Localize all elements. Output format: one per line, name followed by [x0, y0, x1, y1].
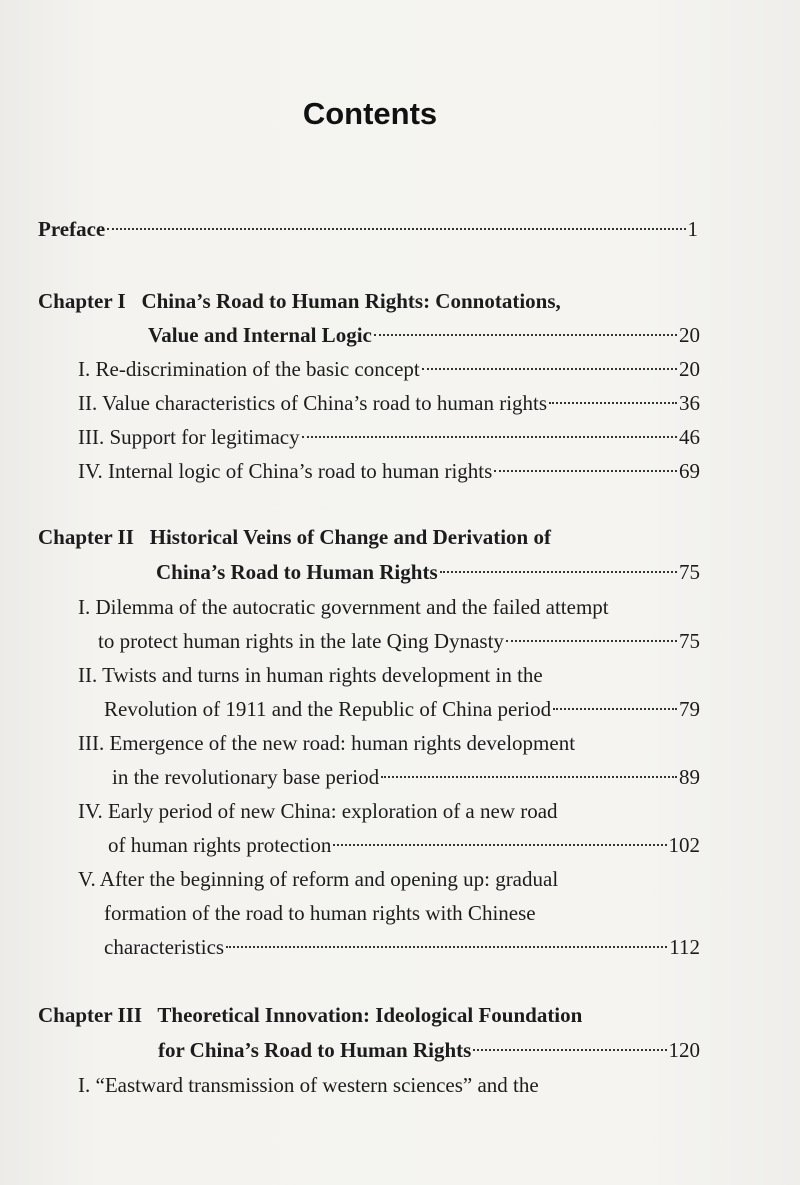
chapter-1-number: Chapter I — [38, 289, 126, 313]
chapter-2-number: Chapter II — [38, 525, 134, 549]
toc-section — [78, 352, 700, 386]
chapter-3-heading — [38, 998, 582, 1032]
chapter-3-number: Chapter III — [38, 1003, 143, 1027]
preface-page: 1 — [687, 217, 698, 241]
chapter-1-heading — [38, 284, 561, 318]
section-title-line1: I. Dilemma of the autocratic government and the failed attempt — [78, 595, 609, 619]
leader-dots — [333, 844, 666, 846]
section-page: 46 — [679, 425, 700, 449]
chapter-2-page: 75 — [679, 560, 700, 584]
section-title-line2: of human rights protection — [108, 833, 332, 857]
section-title-line2: Revolution of 1911 and the Republic of China period — [104, 697, 552, 721]
section-title-line2: formation of the road to human rights with Chinese — [104, 901, 536, 925]
section-title-line2: to protect human rights in the late Qing Dynasty — [98, 629, 504, 653]
leader-dots — [549, 402, 677, 404]
section-title-line1: II. Twists and turns in human rights development in the — [78, 663, 543, 687]
section-page: 79 — [679, 697, 700, 721]
section-title-line1: I. “Eastward transmission of western sciences” and the — [78, 1073, 539, 1097]
section-title-line2: in the revolutionary base period — [112, 765, 380, 789]
leader-dots — [107, 228, 685, 230]
chapter-1-title-line1: China’s Road to Human Rights: Connotations, — [141, 289, 561, 313]
toc-preface — [38, 212, 698, 246]
leader-dots — [553, 708, 677, 710]
leader-dots — [473, 1049, 666, 1051]
section-title-line1: V. After the beginning of reform and opening up: gradual — [78, 867, 559, 891]
chapter-2-title-row — [156, 555, 700, 589]
section-title-line1: III. Emergence of the new road: human rights development — [78, 731, 576, 755]
section-title: I. Re-discrimination of the basic concept — [78, 357, 420, 381]
toc-section — [112, 760, 700, 794]
section-page: 36 — [679, 391, 700, 415]
chapter-1-title-row — [148, 318, 700, 352]
chapter-3-title-line1: Theoretical Innovation: Ideological Foundation — [157, 1003, 583, 1027]
section-page: 89 — [679, 765, 700, 789]
leader-dots — [422, 368, 677, 370]
chapter-2-title-line1: Historical Veins of Change and Derivation of — [149, 525, 551, 549]
section-page: 75 — [679, 629, 700, 653]
section-title: II. Value characteristics of China’s road to human rights — [78, 391, 548, 415]
leader-dots — [381, 776, 677, 778]
chapter-1-title-line2: Value and Internal Logic — [148, 323, 372, 347]
section-page: 102 — [668, 833, 700, 857]
toc-section — [78, 454, 700, 488]
section-title: III. Support for legitimacy — [78, 425, 300, 449]
toc-section — [104, 930, 700, 964]
chapter-3-title-line2: for China’s Road to Human Rights — [158, 1038, 472, 1062]
leader-dots — [302, 436, 677, 438]
toc-section — [78, 420, 700, 454]
chapter-2-heading — [38, 520, 551, 554]
leader-dots — [506, 640, 677, 642]
chapter-3-page: 120 — [668, 1038, 700, 1062]
page-title: Contents — [302, 96, 438, 131]
leader-dots — [440, 571, 677, 573]
leader-dots — [226, 946, 667, 948]
toc-section — [108, 828, 700, 862]
chapter-2-title-line2: China’s Road to Human Rights — [156, 560, 438, 584]
section-page: 112 — [669, 935, 700, 959]
preface-label: Preface — [38, 217, 106, 241]
leader-dots — [374, 334, 677, 336]
section-page: 69 — [679, 459, 700, 483]
toc-section — [98, 624, 700, 658]
toc-section — [78, 386, 700, 420]
section-title: IV. Internal logic of China’s road to human rights — [78, 459, 493, 483]
leader-dots — [494, 470, 677, 472]
section-page: 20 — [679, 357, 700, 381]
section-title-line3: characteristics — [104, 935, 225, 959]
chapter-1-page: 20 — [679, 323, 700, 347]
section-title-line1: IV. Early period of new China: exploration of a new road — [78, 799, 558, 823]
toc-section — [104, 692, 700, 726]
chapter-3-title-row — [158, 1033, 700, 1067]
